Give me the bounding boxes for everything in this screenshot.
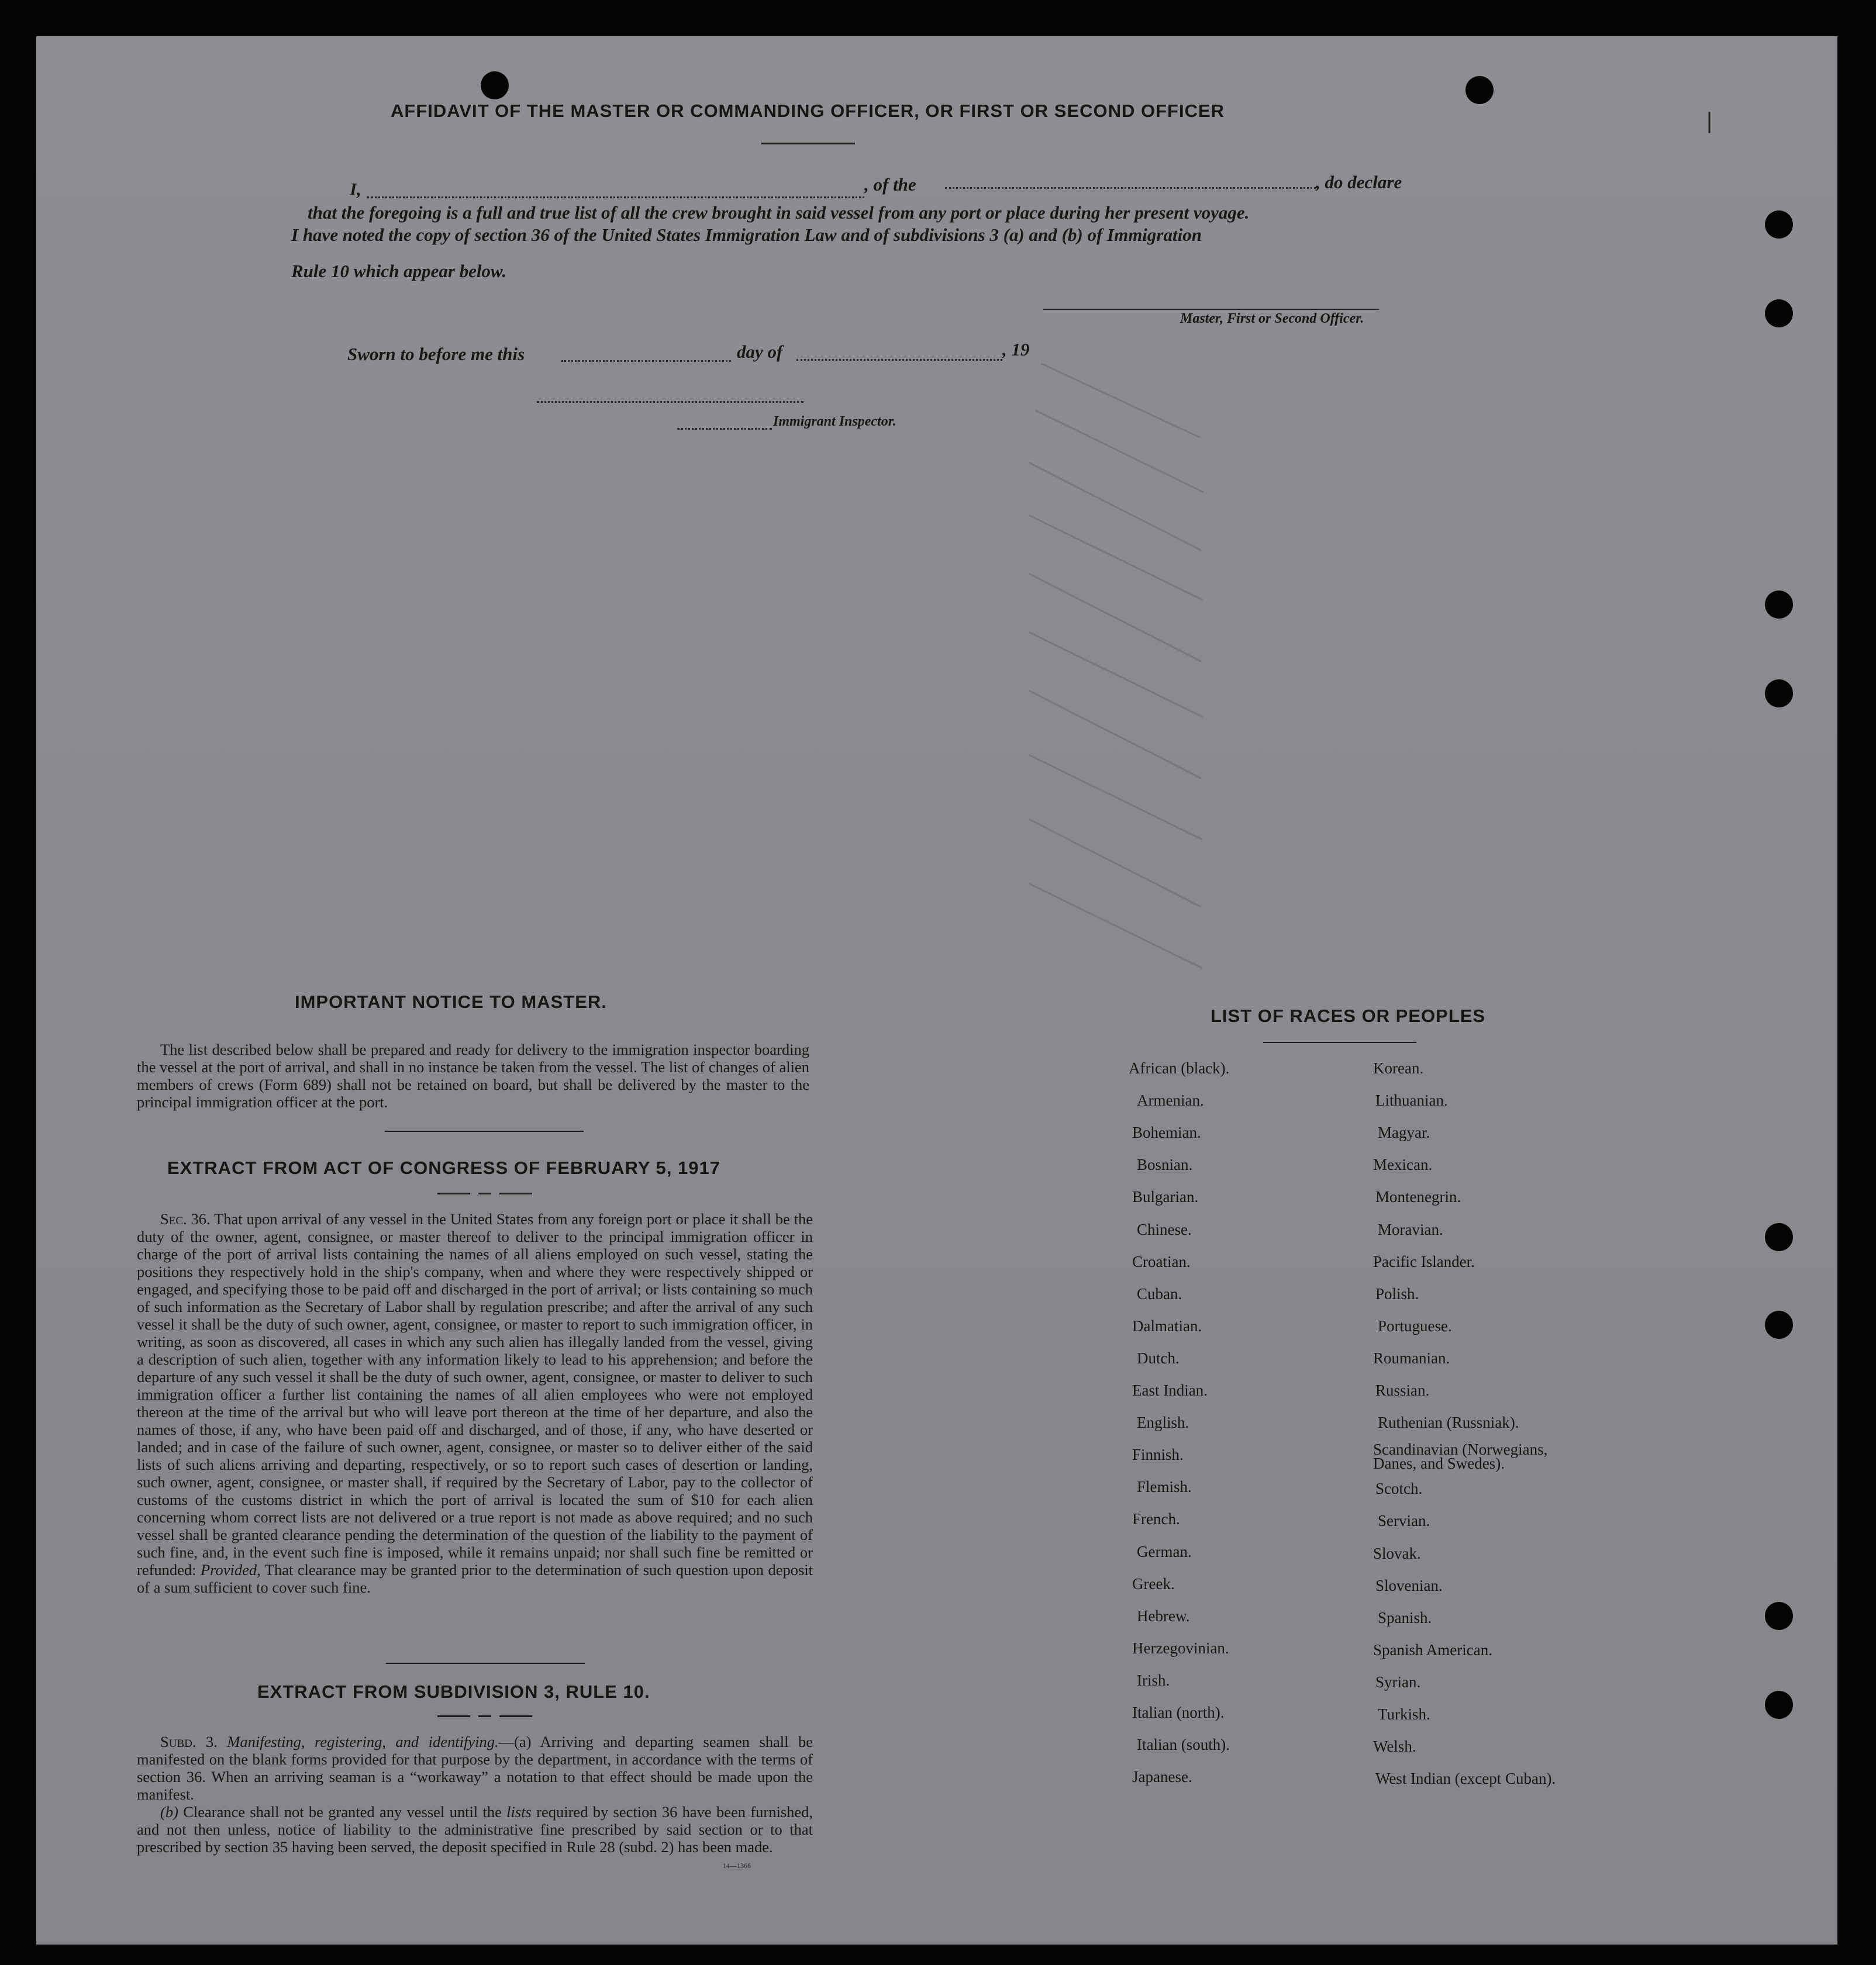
title-underline <box>761 143 855 144</box>
race-item: Portuguese. <box>1378 1317 1452 1335</box>
race-item: Mexican. <box>1373 1156 1433 1174</box>
rule-paragraph-b <box>137 1803 813 1856</box>
master-signature-field[interactable] <box>1043 309 1379 310</box>
master-signature-caption: Master, First or Second Officer. <box>1180 311 1364 326</box>
sworn-day-field[interactable] <box>561 360 731 362</box>
rule-a-text: —(a) Arriving and departing seamen shall be manifested on the blank forms provided for that purpose by the department, in accordance with the terms of section 36. When an arriving seaman is a “workaway” a notation to that effect should be made upon the manifest. <box>137 1733 813 1803</box>
form-number: 14—1366 <box>723 1862 751 1870</box>
section-label: Sec. 36. <box>160 1210 211 1228</box>
race-item: Magyar. <box>1378 1124 1430 1142</box>
affidavit-statement-line2: I have noted the copy of section 36 of the United States Immigration Law and of subdivisions 3 (a) and (b) of Immigration <box>291 225 1202 245</box>
race-item: German. <box>1137 1542 1192 1560</box>
day-of-label: day of <box>737 341 783 362</box>
race-item: Polish. <box>1375 1284 1419 1303</box>
rule-text <box>137 1733 813 1856</box>
race-item: African (black). <box>1129 1059 1230 1077</box>
punch-hole <box>1765 1311 1793 1339</box>
rule-b-lists: lists <box>506 1803 532 1821</box>
race-item: Bohemian. <box>1132 1124 1201 1142</box>
subd-label: Subd. 3. <box>160 1733 218 1750</box>
race-item: Italian (south). <box>1137 1736 1230 1754</box>
punch-hole <box>1765 679 1793 707</box>
declarant-name-field[interactable] <box>367 196 864 198</box>
punch-hole <box>1765 210 1793 239</box>
race-item: Slovenian. <box>1375 1576 1443 1594</box>
race-item: Cuban. <box>1137 1284 1182 1303</box>
race-item: Bosnian. <box>1137 1156 1193 1174</box>
year-label: , 19 <box>1002 339 1030 360</box>
notice-divider <box>385 1131 584 1132</box>
punch-hole <box>481 71 509 99</box>
race-item: Chinese. <box>1137 1220 1192 1238</box>
act-body-end: That clearance may be granted prior to the determination of such question upon deposit of a sum sufficient to cover such fine. <box>137 1561 813 1596</box>
race-item: Scotch. <box>1375 1480 1423 1498</box>
act-paragraph <box>137 1210 813 1596</box>
race-item: Welsh. <box>1373 1738 1416 1756</box>
race-item: Pacific Islander. <box>1373 1252 1475 1270</box>
affidavit-title: AFFIDAVIT OF THE MASTER OR COMMANDING OFFICER, OR FIRST OR SECOND OFFICER <box>391 101 1225 121</box>
race-item: French. <box>1132 1510 1180 1528</box>
race-item: Italian (north). <box>1132 1704 1225 1721</box>
race-item: West Indian (except Cuban). <box>1375 1770 1556 1788</box>
punch-hole <box>1765 590 1793 619</box>
rule-title-underline-2 <box>478 1715 491 1717</box>
affidavit-statement-line3: Rule 10 which appear below. <box>291 261 507 281</box>
race-item: Hebrew. <box>1137 1607 1190 1625</box>
race-item: Herzegovinian. <box>1132 1639 1229 1657</box>
rule-title: EXTRACT FROM SUBDIVISION 3, RULE 10. <box>257 1681 650 1702</box>
race-item: Korean. <box>1373 1059 1424 1077</box>
notice-text <box>137 1041 809 1111</box>
race-item: Croatian. <box>1132 1252 1191 1270</box>
race-item: Finnish. <box>1132 1446 1184 1464</box>
declare-label: , do declare <box>1316 172 1402 192</box>
inspector-signature-field[interactable] <box>537 401 803 403</box>
race-item: Armenian. <box>1137 1092 1204 1110</box>
act-title: EXTRACT FROM ACT OF CONGRESS OF FEBRUARY 5, 1917 <box>167 1158 720 1178</box>
margin-mark: ❘ <box>1701 109 1719 133</box>
punch-hole <box>1765 1223 1793 1251</box>
race-item: Irish. <box>1137 1671 1170 1689</box>
race-item: Moravian. <box>1378 1220 1443 1238</box>
notice-paragraph: The list described below shall be prepared and ready for delivery to the immigration inspector boarding the vessel at the port of arrival, and shall in no instance be taken from the vessel. The list of changes of alien members of crews (Form 689) shall not be retained on board, but shall be delivered by the master to the principal immigration officer at the port. <box>137 1041 809 1111</box>
race-item: Spanish. <box>1378 1608 1432 1626</box>
races-title: LIST OF RACES OR PEOPLES <box>1211 1006 1486 1026</box>
sworn-label: Sworn to before me this <box>347 344 525 364</box>
race-item: Roumanian. <box>1373 1349 1450 1367</box>
race-item: Japanese. <box>1132 1768 1192 1786</box>
rule-b-text-1: Clearance shall not be granted any vessel until the <box>183 1803 502 1821</box>
race-item: Syrian. <box>1375 1673 1421 1691</box>
race-item: Montenegrin. <box>1375 1188 1461 1206</box>
race-item: Flemish. <box>1137 1478 1192 1496</box>
act-title-underline <box>437 1193 470 1194</box>
act-divider <box>386 1663 585 1664</box>
punch-hole <box>1765 1691 1793 1719</box>
race-item: East Indian. <box>1132 1382 1208 1399</box>
provided-label: Provided, <box>201 1561 261 1579</box>
race-item: Spanish American. <box>1373 1641 1492 1659</box>
punch-hole <box>1765 299 1793 327</box>
vessel-name-field[interactable] <box>945 187 1316 189</box>
race-item: Lithuanian. <box>1375 1092 1448 1110</box>
act-section-36-text <box>137 1210 813 1596</box>
inspector-signature-field-2[interactable] <box>677 428 772 430</box>
race-item: English. <box>1137 1414 1189 1432</box>
act-body: That upon arrival of any vessel in the United States from any foreign port or place it shall be the duty of the owner, agent, consignee, or master thereof to deliver to the principal immigration officer in charge of the port of arrival lists containing the names of all aliens employed on such vessel, stating the positions they respectively hold in the ship's company, when and where they were respectively shipped or engaged, and specifying those to be paid off and discharged in the port of arrival; or lists containing so much of such information as the Secretary of Labor shall by regulation prescribe; and after the arrival of any such vessel it shall be the duty of such owner, agent, consignee, or master to report to such immigration officer, in writing, as soon as discovered, all cases in which any such alien has illegally landed from the vessel, giving a description of such alien, together with any information likely to lead to his apprehension; and before the departure of any such vessel it shall be the duty of such owner, agent, consignee, or master to deliver to such immigration officer a further list containing the names of all alien employees who were not employed thereon at the time of the arrival but who will leave port thereon at the time of her departure, and also the names of those, if any, who have been paid off and discharged, and of those, if any, who have deserted or landed; and in case of the failure of such owner, agent, consignee, or master so to deliver either of the said lists of such aliens arriving and departing, respectively, or so to report such cases of desertion or landing, such owner, agent, consignee, or master shall, if required by the Secretary of Labor, pay to the collector of customs of the customs district in which the port of arrival is located the sum of $10 for each alien concerning whom correct lists are not delivered or a true report is not made as above required; and no such vessel shall be granted clearance pending the determination of the question of the liability to the payment of such fine, and, in the event such fine is imposed, while it remains unpaid; nor shall such fine be remitted or refunded: <box>137 1210 813 1579</box>
rule-title-underline <box>437 1715 470 1717</box>
race-item: Greek. <box>1132 1574 1175 1593</box>
document-page <box>36 36 1837 1945</box>
race-item: Scandinavian (Norwegians, Danes, and Swedes). <box>1373 1441 1548 1473</box>
rule-heading: Manifesting, registering, and identifying. <box>227 1733 499 1750</box>
rule-b-label: (b) <box>160 1803 178 1821</box>
race-item: Ruthenian (Russniak). <box>1378 1414 1519 1432</box>
race-item: Dalmatian. <box>1132 1317 1202 1335</box>
declarant-label: I, <box>350 179 361 199</box>
rule-paragraph-a <box>137 1733 813 1803</box>
act-title-underline-2 <box>478 1193 491 1194</box>
race-item: Servian. <box>1378 1512 1430 1530</box>
vessel-label: , of the <box>864 174 916 195</box>
punch-hole <box>1465 76 1494 104</box>
inspector-caption: Immigrant Inspector. <box>773 414 896 429</box>
affidavit-statement-line1: that the foregoing is a full and true list of all the crew brought in said vessel from any port or place during her present voyage. <box>308 202 1250 223</box>
race-item: Russian. <box>1375 1382 1430 1399</box>
punch-hole <box>1765 1602 1793 1630</box>
races-title-underline <box>1263 1042 1416 1043</box>
race-item: Dutch. <box>1137 1349 1180 1367</box>
rule-b-text-2: required by section 36 have been furnished, and not then unless, notice of liability to the administrative fine prescribed by said section or to that prescribed by section 35 having been served, the deposit specified in Rule 28 (subd. 2) has been made. <box>137 1803 813 1856</box>
race-item: Bulgarian. <box>1132 1188 1199 1206</box>
notice-title: IMPORTANT NOTICE TO MASTER. <box>295 992 607 1012</box>
sworn-month-field[interactable] <box>796 359 1002 361</box>
act-title-underline-3 <box>499 1193 532 1194</box>
race-item: Turkish. <box>1378 1705 1430 1723</box>
rule-title-underline-3 <box>499 1715 532 1717</box>
race-item: Slovak. <box>1373 1544 1421 1562</box>
